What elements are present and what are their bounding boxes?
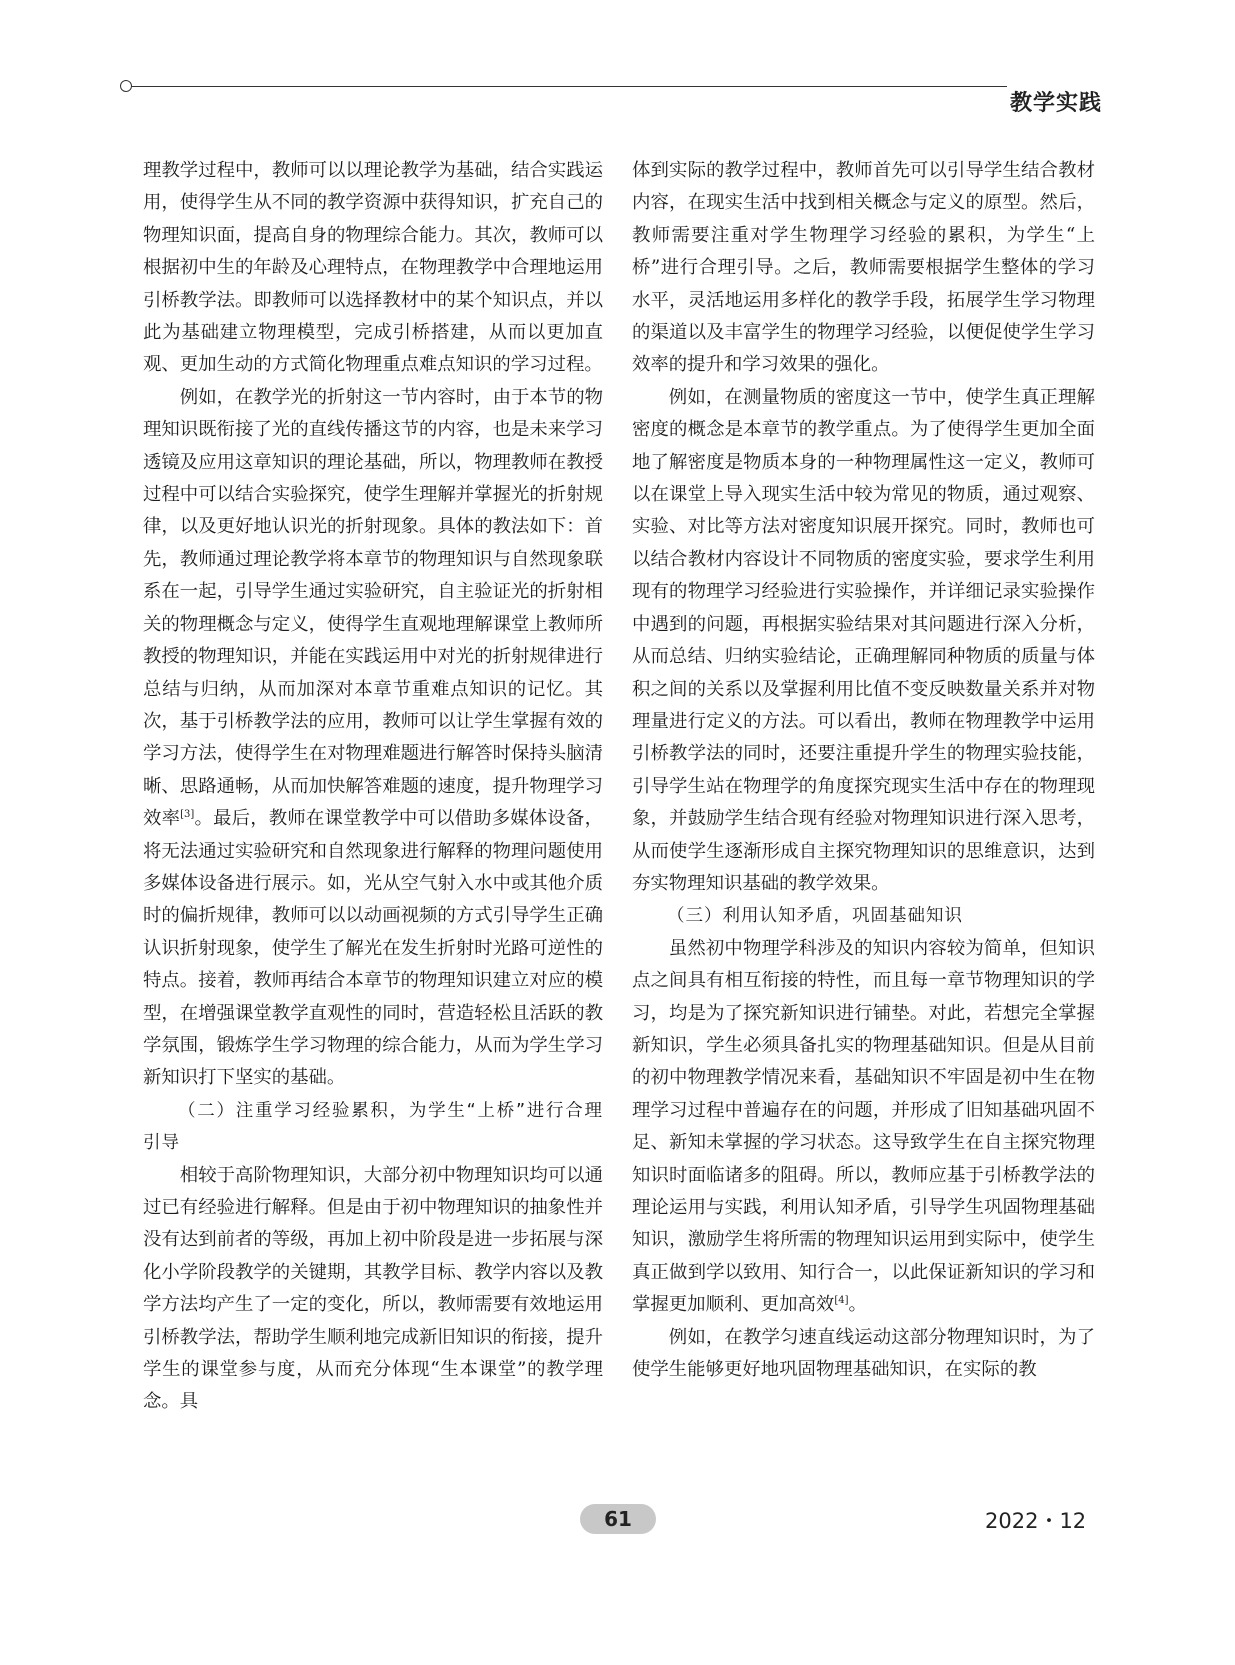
right-paragraph-3-text-b: 。 — [848, 1294, 867, 1316]
left-paragraph-2-text-b: 。最后，教师在课堂教学中可以借助多媒体设备，将无法通过实验研究和自然现象进行解释的物理问题使用多媒体设备进行展示。如，光从空气射入水中或其他介质时的偏折规律，教师可以以动画视频的方式引导学生正确认识折射现象，使学生了解光在发生折射时光路可逆性的特点。接着，教师再结合本章节的物理知识建立对应的模型，在增强课堂教学直观性的同时，营造轻松且活跃的教学氛围，锻炼学生学习物理的综合能力，从而为学生学习新知识打下坚实的基础。 — [143, 808, 603, 1089]
left-paragraph-3: 相较于高阶物理知识，大部分初中物理知识均可以通过已有经验进行解释。但是由于初中物理知识的抽象性并没有达到前者的等级，再加上初中阶段是进一步拓展与深化小学阶段教学的关键期，其教学目标、教学内容以及教学方法均产生了一定的变化，所以，教师需要有效地运用引桥教学法，帮助学生顺利地完成新旧知识的衔接，提升学生的课堂参与度，从而充分体现“生本课堂”的教学理念。具 — [143, 1164, 603, 1413]
right-column — [632, 155, 1095, 1386]
citation-3: [3] — [180, 809, 195, 820]
issue-number: 2022・12 — [985, 1509, 1087, 1533]
subheading-2: （二）注重学习经验累积，为学生“上桥”进行合理引导 — [143, 1100, 603, 1154]
left-paragraph-2 — [143, 382, 603, 1095]
left-column — [143, 155, 603, 1419]
section-title: 教学实践 — [1010, 91, 1103, 116]
left-paragraph-1: 理教学过程中，教师可以以理论教学为基础，结合实践运用，使得学生从不同的教学资源中获得知识，扩充自己的物理知识面，提高自身的物理综合能力。其次，教师可以根据初中生的年龄及心理特点，在物理教学中合理地运用引桥教学法。即教师可以选择教材中的某个知识点，并以此为基础建立物理模型，完成引桥搭建，从而以更加直观、更加生动的方式简化物理重点难点知识的学习过程。 — [143, 160, 603, 376]
header-rule — [127, 86, 1007, 87]
left-paragraph-2-text-a: 例如，在教学光的折射这一节内容时，由于本节的物理知识既衔接了光的直线传播这节的内容，也是未来学习透镜及应用这章知识的理论基础，所以，物理教师在教授过程中可以结合实验探究，使学生理解并掌握光的折射规律，以及更好地认识光的折射现象。具体的教法如下：首先，教师通过理论教学将本章节的物理知识与自然现象联系在一起，引导学生通过实验研究，自主验证光的折射相关的物理概念与定义，使得学生直观地理解课堂上教师所教授的物理知识，并能在实践运用中对光的折射规律进行总结与归纳，从而加深对本章节重难点知识的记忆。其次，基于引桥教学法的应用，教师可以让学生掌握有效的学习方法，使得学生在对物理难题进行解答时保持头脑清晰、思路通畅，从而加快解答难题的速度，提升物理学习效率 — [143, 386, 603, 830]
citation-4: [4] — [834, 1295, 849, 1307]
right-paragraph-3 — [632, 933, 1095, 1322]
right-paragraph-1: 体到实际的教学过程中，教师首先可以引导学生结合教材内容，在现实生活中找到相关概念与定义的原型。然后，教师需要注重对学生物理学习经验的累积，为学生“上桥”进行合理引导。之后，教师需要根据学生整体的学习水平，灵活地运用多样化的教学手段，拓展学生学习物理的渠道以及丰富学生的物理学习经验，以便促使学生学习效率的提升和学习效果的强化。 — [632, 160, 1095, 376]
right-paragraph-3-text-a: 虽然初中物理学科涉及的知识内容较为简单，但知识点之间具有相互衔接的特性，而且每一章节物理知识的学习，均是为了探究新知识进行铺垫。对此，若想完全掌握新知识，学生必须具备扎实的物理基础知识。但是从目前的初中物理教学情况来看，基础知识不牢固是初中生在物理学习过程中普遍存在的问题，并形成了旧知基础巩固不足、新知未掌握的学习状态。这导致学生在自主探究物理知识时面临诸多的阻碍。所以，教师应基于引桥教学法的理论运用与实践，利用认知矛盾，引导学生巩固物理基础知识，激励学生将所需的物理知识运用到实际中，使学生真正做到学以致用、知行合一，以此保证新知识的学习和掌握更加顺利、更加高效 — [632, 937, 1095, 1316]
right-paragraph-4: 例如，在教学匀速直线运动这部分物理知识时，为了使学生能够更好地巩固物理基础知识，在实际的教 — [632, 1326, 1095, 1381]
right-paragraph-2: 例如，在测量物质的密度这一节中，使学生真正理解密度的概念是本章节的教学重点。为了使得学生更加全面地了解密度是物质本身的一种物理属性这一定义，教师可以在课堂上导入现实生活中较为常见的物质，通过观察、实验、对比等方法对密度知识展开探究。同时，教师也可以结合教材内容设计不同物质的密度实验，要求学生利用现有的物理学习经验进行实验操作，并详细记录实验操作中遇到的问题，再根据实验结果对其问题进行深入分析，从而总结、归纳实验结论，正确理解同种物质的质量与体积之间的关系以及掌握利用比值不变反映数量关系并对物理量进行定义的方法。可以看出，教师在物理教学中运用引桥教学法的同时，还要注重提升学生的物理实验技能，引导学生站在物理学的角度探究现实生活中存在的物理现象，并鼓励学生结合现有经验对物理知识进行深入思考，从而使学生逐渐形成自主探究物理知识的思维意识，达到夯实物理知识基础的教学效果。 — [632, 386, 1095, 894]
header-circle-icon — [120, 80, 132, 92]
subheading-3: （三）利用认知矛盾，巩固基础知识 — [667, 906, 963, 927]
page-number: 61 — [580, 1504, 656, 1534]
